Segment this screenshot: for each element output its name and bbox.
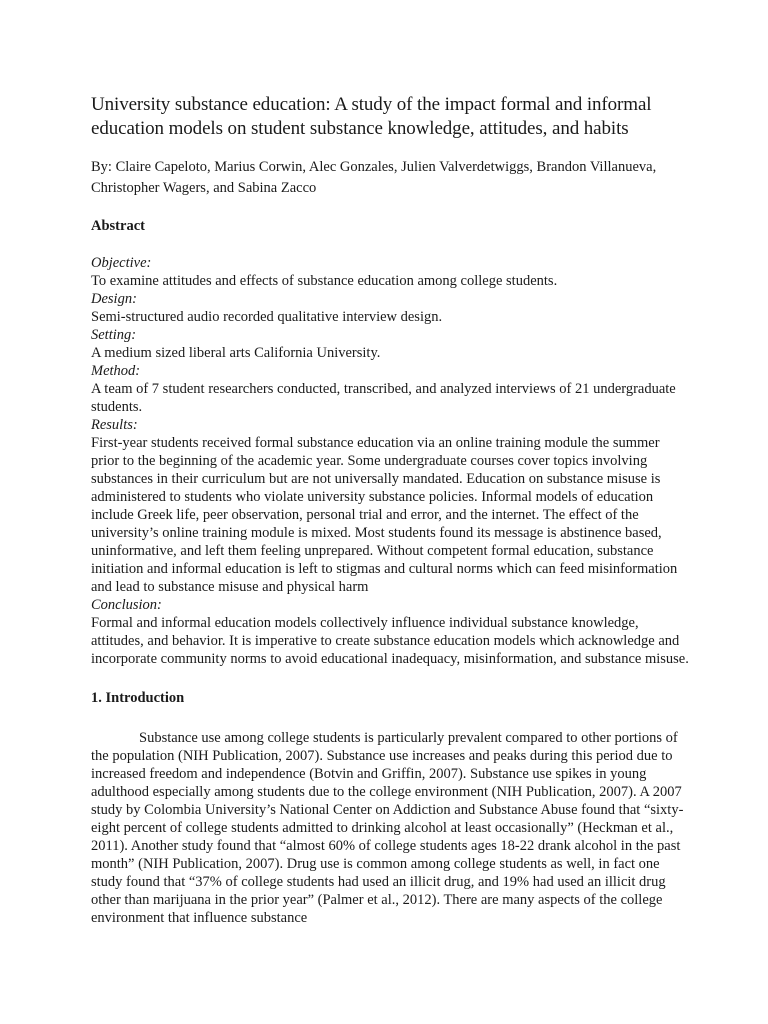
page-content [91,93,691,942]
objective-label: Objective: [91,255,152,271]
design-label: Design: [91,291,137,307]
conclusion-text: Formal and informal education models collectively influence individual substance knowledge, attitudes, and behavior. It is imperative to create substance education models which acknowledge and incorporate community norms to avoid educational inadequacy, misinformation, and substance misuse. [91,615,689,667]
abstract-heading: Abstract [91,218,145,234]
author-list: By: Claire Capeloto, Marius Corwin, Alec Gonzales, Julien Valverdetwiggs, Brandon Villanueva, Christopher Wagers, and Sabina Zacco [91,159,657,196]
results-label: Results: [91,417,138,433]
introduction-paragraph: Substance use among college students is particularly prevalent compared to other portions of the population (NIH Publication, 2007). Substance use increases and peaks during this period due to increased freedom and independence (Botvin and Griffin, 2007). Substance use spikes in young adulthood especially among students due to the college environment (NIH Publication, 2007). A 2007 study by Colombia University’s National Center on Addiction and Substance Abuse found that “sixty-eight percent of college students admitted to drinking alcohol at least occasionally” (Heckman et al., 2011). Another study found that “almost 60% of college students ages 18-22 drank alcohol in the past month” (NIH Publication, 2007). Drug use is common among college students as well, in fact one study found that “37% of college students had used an illicit drug, and 19% had used an illicit drug other than marijuana in the prior year” (Palmer et al., 2012). There are many aspects of the college environment that influence substance [91,730,684,926]
introduction-heading: 1. Introduction [91,690,185,706]
objective-text: To examine attitudes and effects of substance education among college students. [91,273,558,289]
design-text: Semi-structured audio recorded qualitative interview design. [91,309,443,325]
method-label: Method: [91,363,141,379]
setting-text: A medium sized liberal arts California University. [91,345,381,361]
conclusion-label: Conclusion: [91,597,162,613]
paper-title: University substance education: A study of the impact formal and informal education models on student substance knowledge, attitudes, and habits [91,94,652,139]
method-text: A team of 7 student researchers conducted, transcribed, and analyzed interviews of 21 undergraduate students. [91,381,676,415]
results-text: First-year students received formal substance education via an online training module the summer prior to the beginning of the academic year. Some undergraduate courses cover topics involving substances in their curriculum but are not universally mandated. Education on substance misuse is administered to students who violate university substance policies. Informal models of education include Greek life, peer observation, personal trial and error, and the internet. The effect of the university’s online training module is mixed. Most students found its message is abstinence based, uninformative, and left them feeling unprepared. Without competent formal education, substance initiation and informal education is left to stigmas and cultural norms which can feed misinformation and lead to substance misuse and physical harm [91,435,678,595]
abstract-body [91,254,691,668]
setting-label: Setting: [91,327,137,343]
